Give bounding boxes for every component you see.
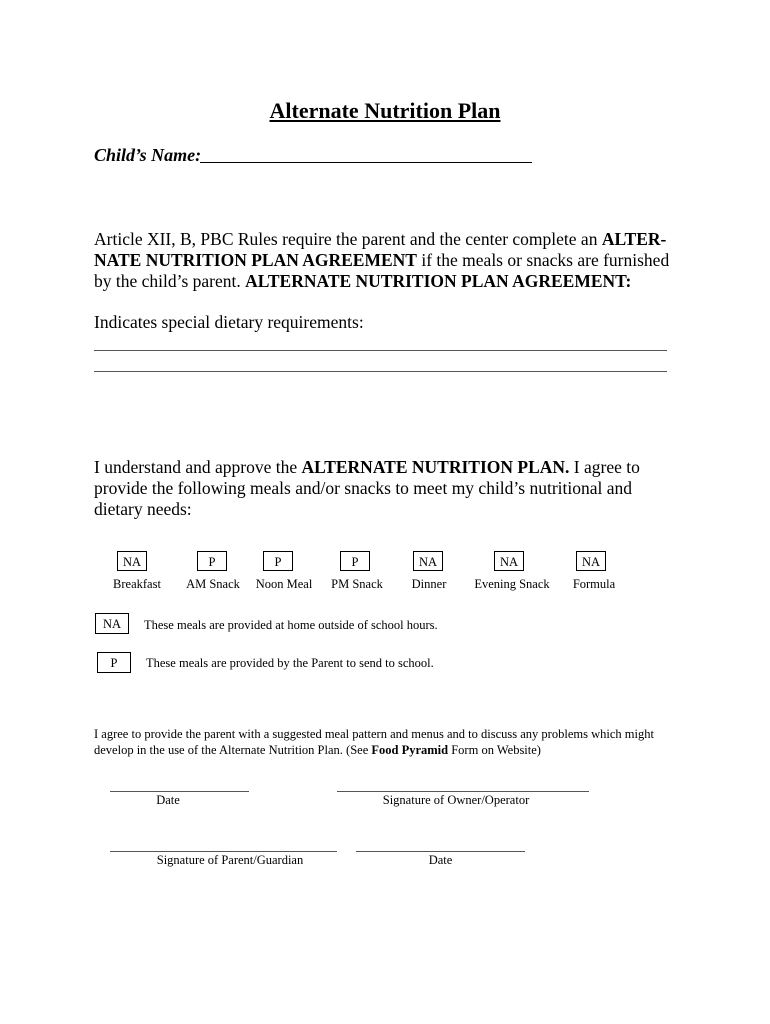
legend-text-na: These meals are provided at home outside of school hours. — [144, 618, 438, 632]
meal-code-formula[interactable]: NA — [576, 551, 606, 571]
meal-label-am-snack: AM Snack — [186, 577, 240, 591]
meal-label-formula: Formula — [572, 577, 616, 591]
meal-code-noon-meal[interactable]: P — [263, 551, 293, 571]
date-line-2[interactable] — [356, 851, 525, 852]
legend-code-p: P — [97, 652, 131, 673]
meal-label-evening-snack: Evening Snack — [474, 577, 550, 591]
understand-bold-1: ALTERNATE NUTRITION PLAN. — [301, 457, 570, 477]
meal-label-dinner: Dinner — [411, 577, 447, 591]
page-title: Alternate Nutrition Plan — [269, 98, 501, 123]
date-line-1[interactable] — [110, 791, 249, 792]
meal-code-breakfast[interactable]: NA — [117, 551, 147, 571]
agreement-paragraph — [94, 726, 684, 758]
article-bold-1: ALTER-NATE NUTRITION PLAN AGREEMENT — [94, 229, 667, 270]
parent-signature-label: Signature of Parent/Guardian — [156, 853, 304, 867]
understand-text-1: I understand and approve the — [94, 457, 302, 477]
child-name-label: Child’s Name: — [94, 145, 202, 165]
child-name-field[interactable] — [200, 162, 532, 163]
meal-label-breakfast: Breakfast — [113, 577, 161, 591]
dietary-requirements-label: Indicates special dietary requirements: — [94, 312, 364, 332]
date-label-1: Date — [156, 793, 180, 807]
owner-signature-line[interactable] — [337, 791, 589, 792]
understand-text-2: I agree to provide the following meals and/or snacks to meet my child’s nutritional and dietary needs: — [94, 457, 640, 519]
meal-label-noon-meal: Noon Meal — [255, 577, 313, 591]
article-text-1: Article XII, B, PBC Rules require the parent and the center complete an — [94, 229, 602, 249]
understand-paragraph — [94, 457, 684, 520]
meal-label-pm-snack: PM Snack — [331, 577, 383, 591]
legend-code-na: NA — [95, 613, 129, 634]
agree-bold-1: Food Pyramid — [371, 743, 449, 757]
article-bold-2: ALTERNATE NUTRITION PLAN AGREEMENT: — [245, 271, 632, 291]
meal-code-evening-snack[interactable]: NA — [494, 551, 524, 571]
parent-signature-line[interactable] — [110, 851, 337, 852]
dietary-line-2[interactable] — [94, 371, 667, 372]
legend-text-p: These meals are provided by the Parent to send to school. — [146, 656, 434, 670]
dietary-line-1[interactable] — [94, 350, 667, 351]
meal-code-am-snack[interactable]: P — [197, 551, 227, 571]
article-text-2: if the meals or snacks are furnished by the child’s parent. — [94, 250, 670, 291]
agree-text-1: I agree to provide the parent with a suggested meal pattern and menus and to discuss any problems which might develop in the use of the Alternate Nutrition Plan. (See — [94, 727, 654, 757]
agree-text-2: Form on Website) — [448, 743, 541, 757]
article-paragraph — [94, 229, 684, 292]
date-label-2: Date — [428, 853, 453, 867]
meal-code-pm-snack[interactable]: P — [340, 551, 370, 571]
meal-code-dinner[interactable]: NA — [413, 551, 443, 571]
owner-signature-label: Signature of Owner/Operator — [382, 793, 530, 807]
